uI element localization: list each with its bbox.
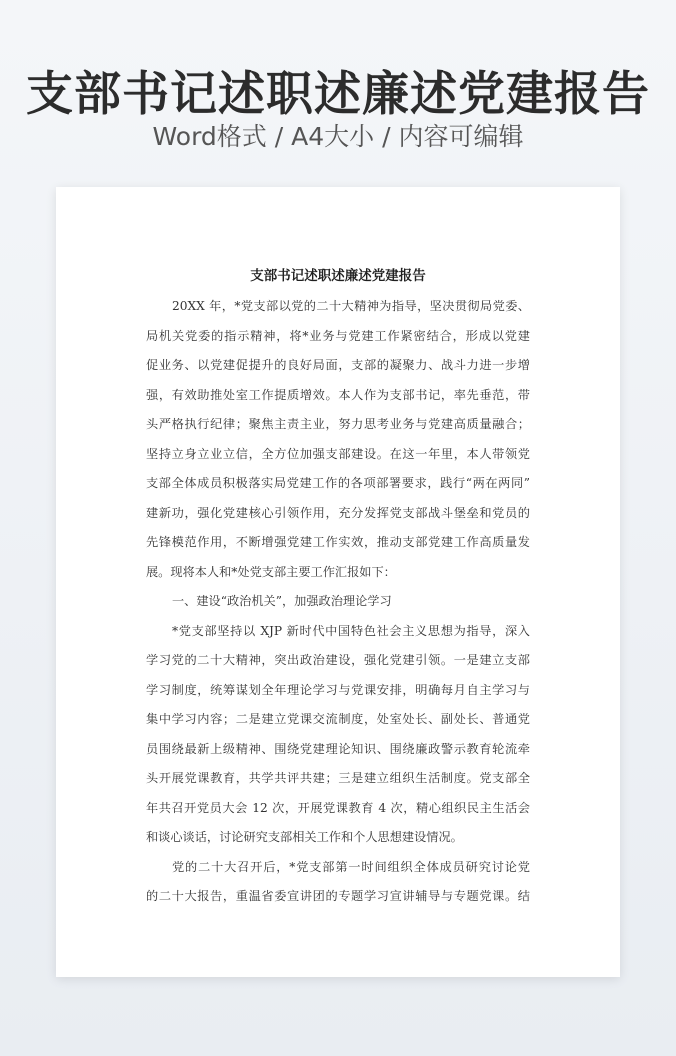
document-line: 的二十大报告，重温省委宣讲团的专题学习宣讲辅导与专题党课。结 bbox=[146, 889, 530, 903]
document-line: 年共召开党员大会 12 次，开展党课教育 4 次，精心组织民主生活会 bbox=[146, 800, 530, 815]
document-line: 坚持立身立业立信，全方位加强支部建设。在这一年里，本人带领党 bbox=[146, 446, 530, 461]
document-line: 员围绕最新上级精神、围绕党建理论知识、围绕廉政警示教育轮流牵 bbox=[146, 741, 530, 756]
document-title: 支部书记述职述廉述党建报告 bbox=[250, 268, 426, 284]
banner-title: 支部书记述职述廉述党建报告 bbox=[26, 67, 650, 122]
document-line: 建新功，强化党建核心引领作用，充分发挥党支部战斗堡垒和党员的 bbox=[146, 505, 530, 520]
document-line: 促业务、以党建促提升的良好局面，支部的凝聚力、战斗力进一步增 bbox=[146, 358, 530, 372]
document-page bbox=[56, 187, 620, 977]
document-line: 和谈心谈话，讨论研究支部相关工作和个人思想建设情况。 bbox=[146, 830, 463, 844]
document-line: 党的二十大召开后，*党支部第一时间组织全体成员研究讨论党 bbox=[172, 859, 530, 874]
document-line: 20XX 年，*党支部以党的二十大精神为指导，坚决贯彻局党委、 bbox=[172, 299, 530, 313]
document-body bbox=[146, 292, 530, 912]
document-line: 展。现将本人和*处党支部主要工作汇报如下： bbox=[146, 564, 396, 579]
header-banner bbox=[0, 0, 676, 186]
document-line: 头开展党课教育，共学共评共建；三是建立组织生活制度。党支部全 bbox=[146, 771, 530, 785]
document-line: 先锋模范作用，不断增强党建工作实效，推动支部党建工作高质量发 bbox=[146, 535, 530, 549]
document-line: 支部全体成员积极落实局党建工作的各项部署要求，践行“两在两同” bbox=[146, 476, 530, 490]
document-line: 局机关党委的指示精神，将*业务与党建工作紧密结合，形成以党建 bbox=[146, 328, 530, 343]
document-line: 一、建设“政治机关”，加强政治理论学习 bbox=[172, 594, 392, 608]
document-line: 集中学习内容；二是建立党课交流制度，处室处长、副处长、普通党 bbox=[146, 712, 530, 726]
document-line: 学习制度，统筹谋划全年理论学习与党课安排，明确每月自主学习与 bbox=[146, 682, 530, 697]
document-line: 学习党的二十大精神，突出政治建设，强化党建引领。一是建立支部 bbox=[146, 653, 530, 667]
banner-subtitle: Word格式 / A4大小 / 内容可编辑 bbox=[152, 122, 524, 151]
document-line: 头严格执行纪律；聚焦主责主业，努力思考业务与党建高质量融合； bbox=[146, 417, 530, 431]
document-line: *党支部坚持以 XJP 新时代中国特色社会主义思想为指导，深入 bbox=[172, 623, 530, 638]
document-line: 强，有效助推处室工作提质增效。本人作为支部书记，率先垂范，带 bbox=[146, 387, 530, 402]
